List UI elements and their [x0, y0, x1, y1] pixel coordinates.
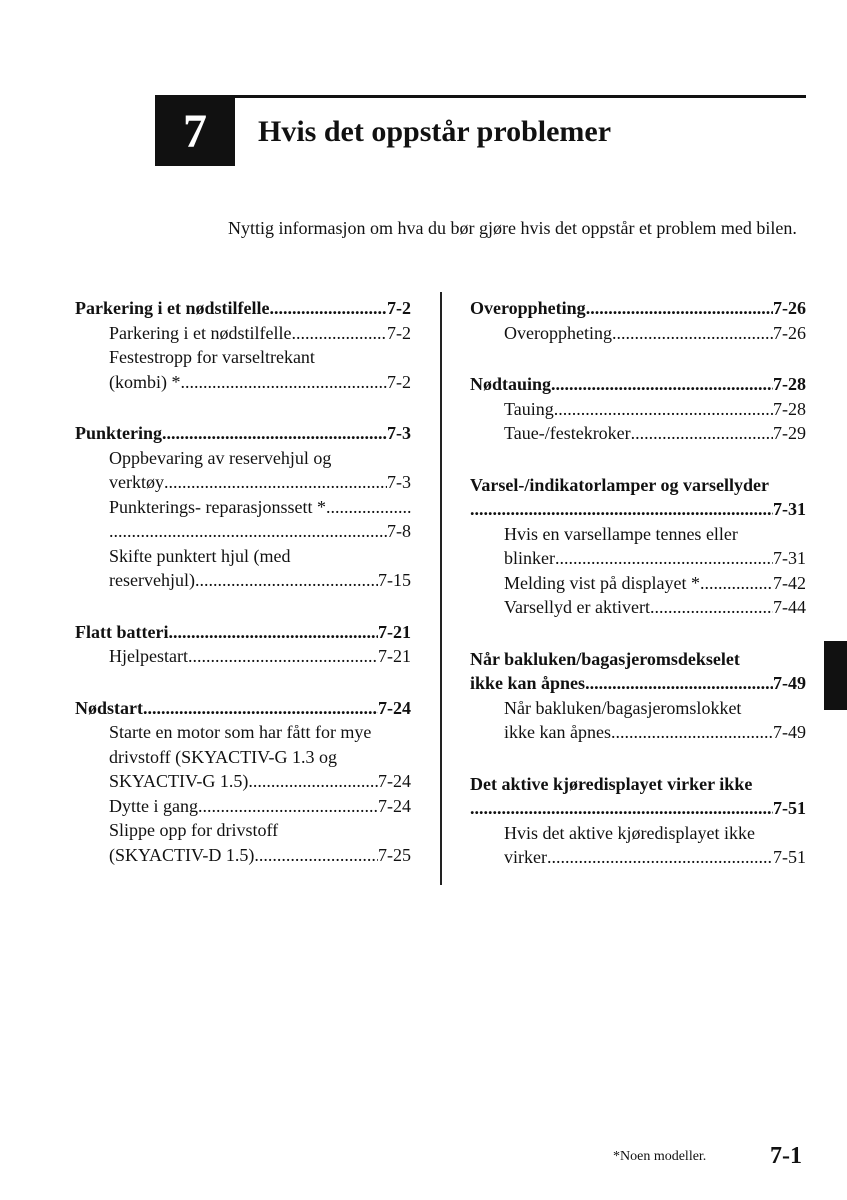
- toc-entry[interactable]: Overoppheting ..... 7-26: [470, 296, 806, 321]
- toc-entry-text: Starte en motor som har fått for mye: [109, 722, 372, 742]
- toc-entry[interactable]: Nødtauing ..... 7-28: [470, 372, 806, 397]
- header-rule: [155, 95, 806, 98]
- toc-entry-text: Når bakluken/bagasjeromslokket: [504, 697, 742, 718]
- toc-entry[interactable]: Parkering i et nødstilfelle ..... 7-2: [75, 321, 411, 346]
- toc-entry-text: Hvis en varsellampe tennes eller: [504, 523, 738, 544]
- toc-entry[interactable]: blinker ..... 7-31: [470, 546, 806, 571]
- toc-entry[interactable]: ..... 7-31: [470, 497, 806, 522]
- toc-group: [75, 296, 411, 394]
- toc-entry[interactable]: ikke kan åpnes ..... 7-49: [470, 720, 806, 745]
- toc-left-column: [75, 296, 411, 894]
- chapter-intro: Nyttig informasjon om hva du bør gjøre hvis det oppstår et problem med bilen.: [228, 218, 797, 238]
- toc-entry[interactable]: Punkterings- reparasjonssett * .....: [75, 495, 411, 520]
- toc-group: [470, 296, 806, 345]
- toc-entry[interactable]: ikke kan åpnes ..... 7-49: [470, 671, 806, 696]
- toc-group: [75, 620, 411, 669]
- column-divider: [440, 292, 442, 885]
- toc-entry[interactable]: Varsellyd er aktivert ..... 7-44: [470, 595, 806, 620]
- chapter-number: 7: [183, 105, 207, 158]
- toc-entry[interactable]: virker ..... 7-51: [470, 845, 806, 870]
- toc-entry[interactable]: Taue-/festekroker ..... 7-29: [470, 421, 806, 446]
- toc-entry[interactable]: (SKYACTIV-D 1.5) ..... 7-25: [75, 843, 411, 868]
- toc-entry[interactable]: Punktering ..... 7-3: [75, 421, 411, 446]
- chapter-side-tab: [824, 641, 847, 710]
- toc-entry[interactable]: ..... 7-8: [75, 519, 411, 544]
- chapter-title: Hvis det oppstår problemer: [258, 115, 612, 148]
- toc-entry[interactable]: verktøy ..... 7-3: [75, 470, 411, 495]
- toc-group: [470, 372, 806, 446]
- footnote: *Noen modeller.: [613, 1149, 707, 1164]
- toc-entry[interactable]: Tauing ..... 7-28: [470, 397, 806, 422]
- toc-entry[interactable]: SKYACTIV-G 1.5) ..... 7-24: [75, 769, 411, 794]
- toc-group: [470, 473, 806, 620]
- chapter-number-box: [155, 97, 235, 166]
- toc-entry-text: Hvis det aktive kjøredisplayet ikke: [504, 822, 755, 843]
- toc-entry-text: Festestropp for varseltrekant: [109, 347, 315, 367]
- toc-entry[interactable]: Hjelpestart ..... 7-21: [75, 644, 411, 669]
- toc-entry-text: Slippe opp for drivstoff: [109, 820, 279, 840]
- toc-entry-text: Oppbevaring av reservehjul og: [109, 447, 332, 468]
- toc-group: [470, 647, 806, 745]
- toc-entry[interactable]: ..... 7-51: [470, 796, 806, 821]
- toc-entry-text: Skifte punktert hjul (med: [109, 545, 291, 566]
- toc-entry[interactable]: Overoppheting ..... 7-26: [470, 321, 806, 346]
- toc-entry[interactable]: Melding vist på displayet * ..... 7-42: [470, 571, 806, 596]
- toc-group: [470, 772, 806, 870]
- toc-entry[interactable]: reservehjul) ..... 7-15: [75, 568, 411, 593]
- toc-entry[interactable]: Parkering i et nødstilfelle ..... 7-2: [75, 296, 411, 321]
- page-number: 7-1: [770, 1143, 802, 1169]
- toc-entry-text: Det aktive kjøredisplayet virker ikke: [470, 773, 753, 794]
- toc-right-column: [470, 296, 806, 897]
- toc-entry-text: Når bakluken/bagasjeromsdekselet: [470, 648, 740, 669]
- toc-group: [75, 696, 411, 868]
- toc-entry-text: Varsel-/indikatorlamper og varsellyder: [470, 474, 769, 495]
- toc-entry-text: drivstoff (SKYACTIV-G 1.3 og: [109, 746, 338, 767]
- toc-entry[interactable]: (kombi) * ..... 7-2: [75, 370, 411, 395]
- toc-group: [75, 421, 411, 593]
- toc-entry[interactable]: Nødstart ..... 7-24: [75, 696, 411, 721]
- toc-entry[interactable]: Flatt batteri ..... 7-21: [75, 620, 411, 645]
- toc-entry[interactable]: Dytte i gang ..... 7-24: [75, 794, 411, 819]
